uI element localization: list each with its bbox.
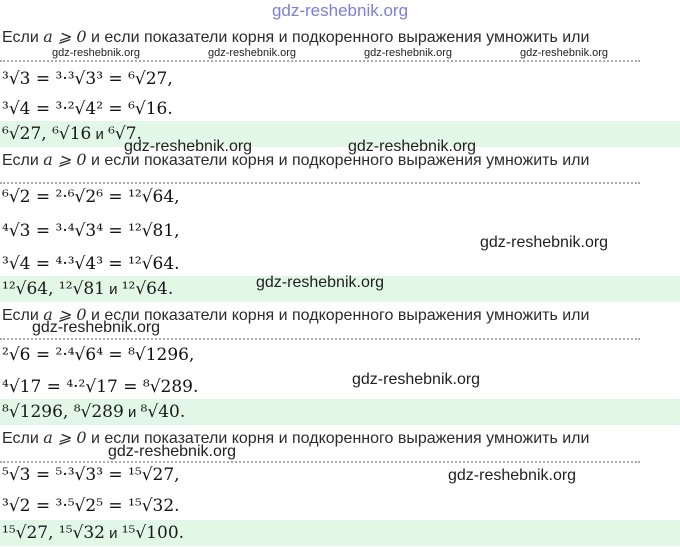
answer-row bbox=[0, 121, 680, 147]
equation-line: ⁴√3 = ³·⁴√3⁴ = ¹²√81, bbox=[2, 221, 180, 241]
answer-part: ⁸√40. bbox=[140, 402, 186, 422]
intro-before: Если bbox=[2, 29, 44, 46]
answer-part: ⁶√27, ⁶√16 bbox=[2, 124, 92, 144]
equation-line: ³√4 = ³·²√4² = ⁶√16. bbox=[2, 99, 173, 119]
answer-part: ⁸√1296, ⁸√289 bbox=[2, 402, 124, 422]
intro-text bbox=[2, 427, 678, 449]
intro-condition: a ⩾ 0 bbox=[43, 27, 87, 46]
answer-conjunction: и bbox=[105, 281, 122, 298]
watermark: gdz-reshebnik.org bbox=[364, 47, 453, 59]
equation-line: ²√6 = ²·⁴√6⁴ = ⁸√1296, bbox=[2, 345, 195, 365]
intro-text bbox=[2, 26, 678, 48]
answer-conjunction: и bbox=[123, 404, 141, 421]
watermark: gdz-reshebnik.org bbox=[124, 138, 253, 155]
equation-line: ⁶√2 = ²·⁶√2⁶ = ¹²√64, bbox=[2, 187, 180, 207]
intro-condition: a ⩾ 0 bbox=[43, 428, 87, 447]
answer-part: ¹⁵√100. bbox=[121, 523, 185, 543]
answer-conjunction: и bbox=[105, 525, 122, 542]
equation-line: ³√2 = ³·⁵√2⁵ = ¹⁵√32. bbox=[2, 496, 180, 516]
equation-line: ⁴√17 = ⁴·²√17 = ⁸√289. bbox=[2, 377, 199, 397]
watermark: gdz-reshebnik.org bbox=[208, 47, 297, 59]
answer-conjunction: и bbox=[91, 126, 109, 143]
intro-before: Если bbox=[2, 152, 44, 169]
watermark: gdz-reshebnik.org bbox=[256, 274, 385, 291]
answer-part: ¹²√64. bbox=[121, 279, 174, 299]
equation-line: ³√4 = ⁴·³√4³ = ¹²√64. bbox=[2, 254, 180, 274]
answer-part: ¹²√64, ¹²√81 bbox=[2, 279, 105, 299]
intro-after: и если показатели корня и подкоренного выражения умножить или bbox=[86, 430, 590, 447]
intro-after: и если показатели корня и подкоренного выражения умножить или bbox=[86, 29, 590, 46]
equation-line: ⁵√3 = ⁵·³√3³ = ¹⁵√27, bbox=[2, 465, 180, 485]
intro-after: и если показатели корня и подкоренного выражения умножить или bbox=[86, 152, 590, 169]
intro-after: и если показатели корня и подкоренного выражения умножить или bbox=[86, 307, 590, 324]
answer-row bbox=[0, 520, 680, 546]
intro-before: Если bbox=[2, 430, 44, 447]
answer-row bbox=[0, 399, 680, 425]
answer-part: ⁶√7. bbox=[108, 124, 142, 144]
equation-line: ³√3 = ³·³√3³ = ⁶√27, bbox=[2, 69, 173, 89]
watermark: gdz-reshebnik.org bbox=[108, 443, 237, 460]
watermark: gdz-reshebnik.org bbox=[52, 47, 141, 59]
intro-text bbox=[2, 149, 678, 171]
watermark: gdz-reshebnik.org bbox=[448, 467, 577, 484]
watermark: gdz-reshebnik.org bbox=[348, 138, 477, 155]
intro-condition: a ⩾ 0 bbox=[43, 150, 87, 169]
site-title: gdz-reshebnik.org bbox=[271, 1, 409, 20]
watermark: gdz-reshebnik.org bbox=[480, 234, 609, 251]
answer-part: ¹⁵√27, ¹⁵√32 bbox=[2, 523, 105, 543]
watermark: gdz-reshebnik.org bbox=[352, 371, 481, 388]
intro-condition: a ⩾ 0 bbox=[43, 305, 87, 324]
watermark: gdz-reshebnik.org bbox=[32, 319, 161, 336]
intro-before: Если bbox=[2, 307, 44, 324]
watermark: gdz-reshebnik.org bbox=[520, 47, 609, 59]
